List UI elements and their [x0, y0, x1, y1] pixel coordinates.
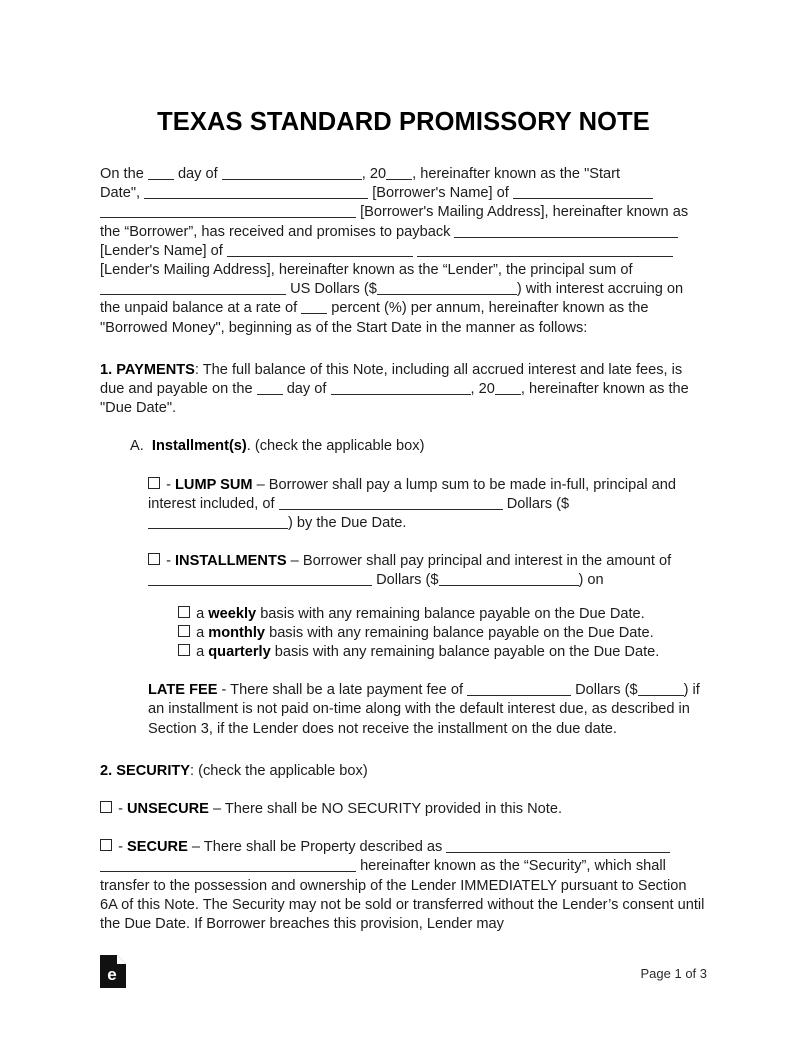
blank-principal-words[interactable]: [100, 281, 286, 295]
section-2-body: : (check the applicable box): [190, 762, 368, 779]
section-1a-heading: Installment(s): [151, 438, 247, 455]
intro-paragraph: [100, 165, 707, 338]
page-number-label: Page 1 of 3: [640, 966, 707, 981]
intro-line1-c: , 20: [361, 166, 387, 182]
document-content: [100, 108, 707, 934]
checkbox-lump-sum[interactable]: [148, 477, 160, 489]
blank-installment-words[interactable]: [148, 572, 372, 586]
intro-line4: Address], hereinafter known as the “Borrower”, has received and promises to payback: [100, 204, 689, 240]
svg-text:e: e: [107, 965, 117, 984]
late-fee-body-c: ) if an installment is not paid on-time along with the default interest due, as described in Section 3, if the Lender does not receive the installment on the due date.: [148, 682, 700, 737]
blank-day[interactable]: [148, 166, 174, 180]
weekly-post: basis with any remaining balance payable on the Due Date.: [260, 605, 645, 622]
frequency-option-weekly[interactable]: [100, 605, 707, 624]
monthly-pre: a: [196, 624, 205, 641]
intro-line9-b: percent (%) per annum, hereinafter known as the: [331, 300, 649, 317]
weekly-label: weekly: [208, 605, 257, 622]
blank-due-month[interactable]: [331, 381, 471, 395]
unsecure-dash: -: [118, 801, 123, 818]
blank-interest-rate[interactable]: [301, 300, 327, 314]
blank-year[interactable]: [386, 166, 412, 180]
intro-line10: "Borrowed Money", beginning as of the Start Date in the manner as follows:: [100, 319, 588, 336]
blank-principal-amount[interactable]: [377, 281, 517, 295]
page-title: TEXAS STANDARD PROMISSORY NOTE: [157, 108, 650, 136]
unsecure-body: – There shall be NO SECURITY provided in this Note.: [212, 801, 563, 818]
intro-line8-c: ) with interest accruing on: [516, 281, 684, 298]
secure-label: SECURE: [127, 839, 188, 856]
secure-body-a: – There shall be Property described as: [191, 839, 443, 856]
checkbox-weekly[interactable]: [178, 606, 190, 618]
option-secure[interactable]: [100, 838, 707, 934]
section-2-security: [100, 762, 707, 781]
late-fee-body-a: - There shall be a late payment fee of: [221, 682, 464, 699]
blank-lump-sum-amount[interactable]: [148, 515, 288, 529]
intro-line3-b: [Borrower's Mailing: [360, 204, 484, 221]
blank-month[interactable]: [222, 166, 362, 180]
section-2-heading: SECURITY: [116, 762, 191, 779]
late-fee-paragraph: [100, 681, 707, 739]
checkbox-installments[interactable]: [148, 553, 160, 565]
blank-late-fee-words[interactable]: [467, 682, 571, 696]
section-1-heading: PAYMENTS: [116, 361, 195, 378]
installments-body-b: Dollars ($: [376, 572, 439, 589]
secure-dash: -: [118, 839, 123, 856]
blank-borrower-address[interactable]: [100, 204, 356, 218]
lump-sum-dash: -: [166, 476, 171, 493]
blank-lender-of[interactable]: [227, 243, 413, 257]
option-installments[interactable]: [100, 552, 707, 590]
blank-installment-amount[interactable]: [439, 572, 579, 586]
weekly-pre: a: [196, 605, 205, 622]
secure-body-b: hereinafter known as the “Security”, which shall transfer to the possession and ownership of the Lender IMMEDIATELY pursuant to Section 6A of this Note. The Security may not be sold or transferred without the Lender’s consent until the Due Date. If Borrower breaches this provision, Lender may: [100, 858, 705, 933]
checkbox-unsecure[interactable]: [100, 801, 112, 813]
spacer: [100, 591, 707, 605]
blank-lump-sum-words[interactable]: [279, 496, 503, 510]
intro-line6-b: [Lender's Mailing: [100, 262, 210, 279]
spacer: [100, 418, 707, 437]
intro-line1-b: day of: [177, 166, 218, 182]
intro-line9-a: the unpaid balance at a rate of: [100, 300, 298, 317]
intro-line1-a: On the: [100, 166, 144, 182]
installments-body-c: ) on: [578, 572, 604, 589]
blank-due-day[interactable]: [257, 381, 283, 395]
intro-line2-a: Date",: [100, 185, 141, 202]
installments-label: INSTALLMENTS: [175, 553, 287, 570]
intro-line1-d: , hereinafter known as the "Start: [412, 166, 621, 182]
section-1a-rest: . (check the applicable box): [246, 438, 425, 455]
blank-due-year[interactable]: [495, 381, 521, 395]
checkbox-monthly[interactable]: [178, 625, 190, 637]
spacer: [100, 457, 707, 476]
section-1-body-d: , hereinafter known as the "Due Date".: [100, 381, 689, 417]
option-lump-sum[interactable]: [100, 476, 707, 534]
intro-line7: Address], hereinafter known as the “Lender”, the principal sum of: [213, 262, 633, 279]
intro-line8-b: US Dollars ($: [290, 281, 377, 298]
late-fee-label: LATE FEE: [148, 682, 218, 699]
section-1-body-c: , 20: [470, 381, 495, 398]
blank-borrower-name[interactable]: [144, 185, 368, 199]
intro-line5-b: [Lender's Name] of: [100, 242, 223, 259]
intro-line2-b: [Borrower's Name] of: [372, 185, 509, 202]
installments-body-a: – Borrower shall pay principal and interest in the amount of: [290, 553, 672, 570]
blank-security-property-2[interactable]: [100, 858, 356, 872]
quarterly-label: quarterly: [208, 644, 271, 661]
lump-sum-body-b: Dollars ($: [506, 495, 570, 512]
spacer: [100, 533, 707, 552]
page-footer: [100, 955, 707, 1000]
lump-sum-label: LUMP SUM: [175, 476, 253, 493]
spacer: [100, 819, 707, 838]
spacer: [100, 739, 707, 762]
lump-sum-body-c: ) by the Due Date.: [288, 515, 407, 532]
blank-late-fee-amount[interactable]: [638, 682, 684, 696]
blank-lender-address[interactable]: [417, 243, 673, 257]
section-1a-marker: A.: [130, 438, 144, 455]
section-1-number: 1.: [100, 361, 113, 378]
spacer: [100, 781, 707, 800]
spacer: [100, 338, 707, 361]
section-1-body-a: : The full balance of this Note, including all accrued interest and late fees, is due and payable on the: [100, 361, 683, 398]
frequency-option-quarterly[interactable]: [100, 643, 707, 662]
section-1a-installments-heading: [100, 437, 707, 456]
option-unsecure[interactable]: [100, 800, 707, 819]
late-fee-body-b: Dollars ($: [575, 682, 638, 699]
lump-sum-body-a: – Borrower shall pay a lump sum to be made in-full, principal and interest included, of: [148, 476, 677, 512]
blank-security-property-1[interactable]: [446, 839, 670, 853]
checkbox-quarterly[interactable]: [178, 644, 190, 656]
section-1-body-b: day of: [286, 381, 327, 398]
quarterly-post: basis with any remaining balance payable on the Due Date.: [274, 644, 660, 661]
section-2-number: 2.: [100, 762, 113, 779]
quarterly-pre: a: [196, 644, 205, 661]
blank-lender-name[interactable]: [454, 224, 678, 238]
monthly-label: monthly: [208, 624, 266, 641]
installments-dash: -: [166, 553, 171, 570]
unsecure-label: UNSECURE: [127, 801, 209, 818]
monthly-post: basis with any remaining balance payable on the Due Date.: [269, 624, 654, 641]
eforms-document-logo-icon: [100, 955, 126, 988]
checkbox-secure[interactable]: [100, 839, 112, 851]
spacer: [100, 662, 707, 681]
frequency-option-monthly[interactable]: [100, 624, 707, 643]
section-1-payments: [100, 361, 707, 419]
blank-borrower-of[interactable]: [513, 185, 653, 199]
